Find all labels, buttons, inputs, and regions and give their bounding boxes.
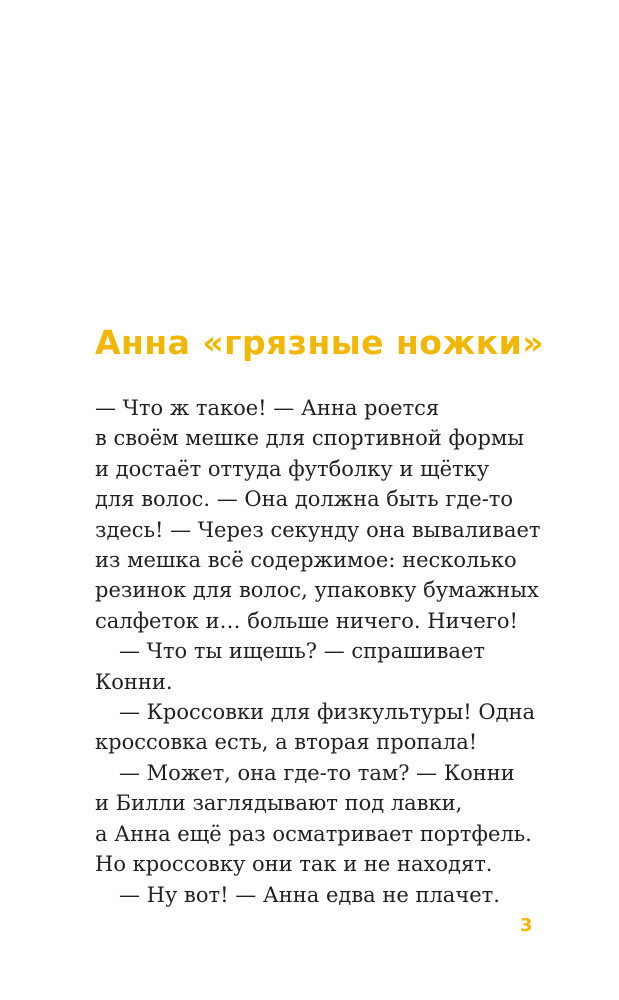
text-line: и достаёт оттуда футболку и щётку	[95, 456, 490, 481]
text-line: резинок для волос, упаковку бумажных	[95, 578, 539, 603]
body-text	[95, 393, 541, 910]
page-number: 3	[520, 915, 533, 936]
text-line: Но кроссовку они так и не находят.	[95, 852, 493, 877]
text-line: — Может, она где-то там? — Конни	[119, 760, 515, 785]
text-line: — Кроссовки для физкультуры! Одна	[119, 700, 536, 725]
text-line: здесь! — Через секунду она вываливает	[95, 517, 541, 542]
text-line: салфеток и… больше ничего. Ничего!	[95, 608, 518, 633]
text-line: — Ну вот! — Анна едва не плачет.	[119, 882, 500, 907]
text-line: и Билли заглядывают под лавки,	[95, 791, 463, 816]
text-line: Конни.	[95, 669, 173, 694]
text-line: для волос. — Она должна быть где-то	[95, 487, 514, 512]
text-line: из мешка всё содержимое: несколько	[95, 548, 517, 573]
chapter-title: Анна «грязные ножки»	[95, 323, 545, 362]
text-line: — Что ты ищешь? — спрашивает	[119, 639, 485, 664]
text-line: кроссовка есть, а вторая пропала!	[95, 730, 478, 755]
text-line: в своём мешке для спортивной формы	[95, 426, 525, 451]
text-line: — Что ж такое! — Анна роется	[95, 396, 440, 420]
text-line: а Анна ещё раз осматривает портфель.	[95, 821, 532, 846]
